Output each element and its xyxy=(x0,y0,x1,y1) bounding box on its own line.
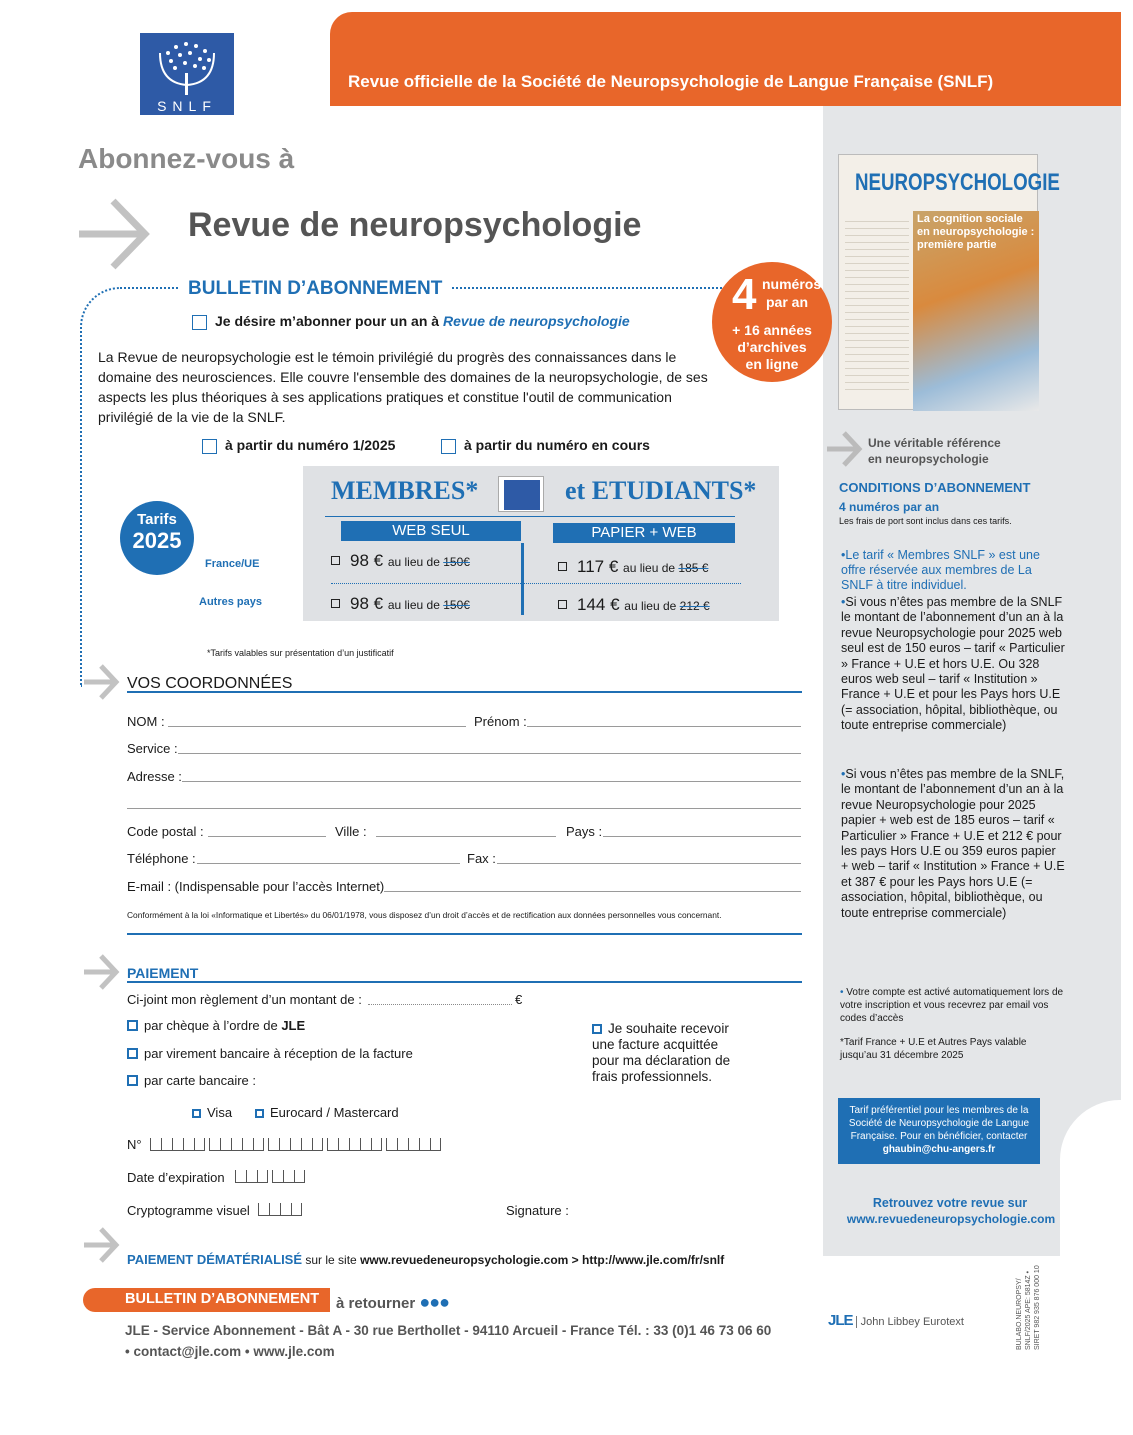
retrouvez-text: Retrouvez votre revue sur xyxy=(872,1196,1028,1210)
code-postal-field[interactable] xyxy=(208,836,326,837)
option-eurocard[interactable]: Eurocard / Mastercard xyxy=(255,1105,399,1120)
row-label-france: France/UE xyxy=(205,558,260,570)
facture-checkbox[interactable] xyxy=(592,1024,602,1034)
price-r2c2: 144 € au lieu de 212 € xyxy=(558,595,710,615)
service-field[interactable] xyxy=(178,753,801,754)
page-title-line1: Abonnez-vous à xyxy=(78,143,295,174)
etudiants-label: et ETUDIANTS* xyxy=(565,476,757,505)
journal-cover xyxy=(838,154,1060,410)
montant-label: Ci-joint mon règlement d’un montant de : xyxy=(127,992,362,1007)
telephone-label: Téléphone : xyxy=(127,851,196,866)
eurocard-checkbox[interactable] xyxy=(255,1109,264,1118)
note-activation: • Votre compte est activé automatiquement lors de votre inscription et vous recevrez par email vos codes d’accès xyxy=(840,987,1064,1024)
visa-checkbox[interactable] xyxy=(192,1109,201,1118)
service-label: Service : xyxy=(127,741,178,756)
cheque-checkbox[interactable] xyxy=(127,1020,138,1031)
adresse-label: Adresse : xyxy=(127,769,182,784)
option-facture[interactable]: Je souhaite recevoir une facture acquittée pour ma déclaration de frais professionnels. xyxy=(592,1021,731,1084)
email-label: E-mail : (Indispensable pour l’accès Internet) xyxy=(127,879,385,894)
note-papier: •Si vous n’êtes pas membre de la SNLF, le montant de l’abonnement d’un an à la revue Neuropsychologie pour 2025 papier + web est de 185 euros – tarif « Particulier » France + U.E et 212 € pour les pays Hors U.E ou 359 euros papier + web – tarif « Institution » France + U.E et 387 € pour les Pays hors U.E (= association, hôpital, bibliothèque, ou toute entreprise commerciale) xyxy=(841,767,1065,920)
col-web-seul: WEB SEUL xyxy=(341,521,521,541)
cover-subtitle: La cognition sociale en neuropsychologie : première partie xyxy=(917,213,1035,251)
footer-retourner: à retourner ●●● xyxy=(336,1292,449,1312)
prenom-label: Prénom : xyxy=(474,714,527,729)
fax-field[interactable] xyxy=(497,863,801,864)
price-r1c2: 117 € au lieu de 185 € xyxy=(558,557,708,577)
page-title-line2: Revue de neuropsychologie xyxy=(188,206,642,244)
table-logo xyxy=(498,476,544,512)
option-virement[interactable]: par virement bancaire à réception de la facture xyxy=(127,1046,413,1061)
vertical-code: BULABO.NEUROPSY/ SNLF/2025 APE: 5814Z • SIRET 982 935 876 000 10 xyxy=(1016,1265,1041,1350)
paiement-heading: PAIEMENT xyxy=(127,965,199,981)
tarif-table xyxy=(303,466,779,621)
arrow-right-icon xyxy=(825,430,863,468)
nom-field[interactable] xyxy=(168,726,466,727)
dematerialise-line: PAIEMENT DÉMATÉRIALISÉ sur le site www.revuedeneuropsychologie.com > http://www.jle.com/fr/snlf xyxy=(127,1252,725,1267)
price-r2c1: 98 € au lieu de 150€ xyxy=(331,594,470,614)
crypto-label: Cryptogramme visuel xyxy=(127,1203,250,1218)
option-visa[interactable]: Visa xyxy=(192,1105,232,1120)
brain-tree-icon xyxy=(140,33,234,115)
option-carte[interactable]: par carte bancaire : xyxy=(127,1073,256,1088)
ville-field[interactable] xyxy=(376,836,556,837)
price-r1c1: 98 € au lieu de 150€ xyxy=(331,551,470,571)
snlf-logo xyxy=(140,33,234,115)
footer-contact: • contact@jle.com • www.jle.com xyxy=(125,1344,335,1359)
email-field[interactable] xyxy=(384,891,801,892)
signature-label: Signature : xyxy=(506,1203,569,1218)
card-number-field[interactable] xyxy=(150,1136,441,1154)
cover-title: NEUROPSYCHOLOGIE xyxy=(855,169,1060,196)
member-email-link[interactable]: ghaubin@chu-angers.fr xyxy=(882,1144,996,1155)
nom-label: NOM : xyxy=(127,714,165,729)
expiration-label: Date d’expiration xyxy=(127,1170,225,1185)
crypto-field[interactable] xyxy=(258,1201,302,1219)
pays-field[interactable] xyxy=(603,836,801,837)
option-en-cours-checkbox[interactable] xyxy=(441,439,456,454)
arrow-right-icon xyxy=(75,195,153,273)
dematerialise-link[interactable]: www.revuedeneuropsychologie.com > http://www.jle.com/fr/snlf xyxy=(360,1253,725,1267)
tarifs-badge: Tarifs 2025 xyxy=(120,501,194,575)
logo-text: SNLF xyxy=(157,98,217,114)
telephone-field[interactable] xyxy=(197,863,460,864)
footer-bulletin-pill: BULLETIN D’ABONNEMENT xyxy=(83,1288,330,1312)
subscribe-option[interactable]: Je désire m’abonner pour un an à Revue de neuropsychologie xyxy=(192,313,630,330)
site-link[interactable]: www.revuedeneuropsychologie.com xyxy=(846,1212,1056,1226)
note-validite: *Tarif France + U.E et Autres Pays valable jusqu’au 31 décembre 2025 xyxy=(840,1037,1027,1061)
note-web: •Si vous n’êtes pas membre de la SNLF le montant de l’abonnement d’un an à la revue Neuropsychologie pour 2025 web seul est de 150 euros – tarif « Particulier » France + U.E et hors U.E. Ou 328 euros web seul – tarif « Institution » France + U.E et pour les Pays hors U.E (= association, hôpital, bibliothèque, ou toute entreprise commerciale) xyxy=(841,595,1065,733)
subscribe-checkbox[interactable] xyxy=(192,315,207,330)
arrow-right-icon xyxy=(82,953,120,991)
carte-checkbox[interactable] xyxy=(127,1075,138,1086)
pays-label: Pays : xyxy=(566,824,603,839)
adresse-field[interactable] xyxy=(182,781,801,782)
reference-line1: Une véritable référence xyxy=(868,436,1001,450)
description-text: La Revue de neuropsychologie est le témoin privilégié du progrès des connaissances dans le domaine des neurosciences. Elle couvre l'ensemble des domaines de la neuropsychologie, de ses aspects les plus théoriques à ses applications pratiques et constitue l'outil de communication privilégié de la vie de la SNLF. xyxy=(98,349,708,425)
fax-label: Fax : xyxy=(467,851,496,866)
jle-logo: JLE John Libbey Eurotext xyxy=(828,1312,964,1329)
footer-address: JLE - Service Abonnement - Bât A - 30 rue Berthollet - 94110 Arcueil - France Tél. : 33 (0)1 46 73 06 60 xyxy=(125,1323,772,1338)
banner-text: Revue officielle de la Société de Neuropsychologie de Langue Française (SNLF) xyxy=(348,72,994,91)
membres-label: MEMBRES* xyxy=(331,476,479,505)
euro-sign: € xyxy=(515,992,523,1007)
ville-label: Ville : xyxy=(335,824,367,839)
prenom-field[interactable] xyxy=(527,726,801,727)
conditions-frais: Les frais de port sont inclus dans ces tarifs. xyxy=(839,516,1012,526)
note-membres: •Le tarif « Membres SNLF » est une offre réservée aux membres de La SNLF à titre individuel. xyxy=(841,548,1040,592)
option-cheque[interactable]: par chèque à l’ordre de JLE xyxy=(127,1018,305,1033)
expiration-field[interactable] xyxy=(235,1168,305,1186)
member-box: Tarif préférentiel pour les membres de la Société de Neuropsychologie de Langue Française. Pour en bénéficier, contacter ghaubin@chu-angers.fr xyxy=(838,1098,1040,1164)
col-papier-web: PAPIER + WEB xyxy=(553,523,735,543)
issues-badge: 4 numéros par an + 16 années d’archives en ligne xyxy=(712,262,832,382)
montant-field[interactable] xyxy=(368,1004,512,1005)
option-numero1-checkbox[interactable] xyxy=(202,439,217,454)
code-postal-label: Code postal : xyxy=(127,824,204,839)
tarifs-footnote: *Tarifs valables sur présentation d’un justificatif xyxy=(207,648,394,658)
dots-icon: ●●● xyxy=(419,1292,449,1312)
conditions-numeros: 4 numéros par an xyxy=(839,500,940,514)
bulletin-heading: BULLETIN D’ABONNEMENT xyxy=(180,278,450,300)
header-banner xyxy=(330,12,1121,106)
option-en-cours[interactable]: à partir du numéro en cours xyxy=(441,437,650,454)
arrow-right-icon xyxy=(82,663,120,701)
virement-checkbox[interactable] xyxy=(127,1048,138,1059)
legal-notice: Conformément à la loi «Informatique et Libertés» du 06/01/1978, vous disposez d’un droit d’accès et de rectification aux données personnelles vous concernant. xyxy=(127,910,722,920)
reference-line2: en neuropsychologie xyxy=(868,452,989,466)
arrow-right-icon xyxy=(82,1226,120,1264)
coordonnees-heading: VOS COORDONNÉES xyxy=(127,675,293,692)
adresse-field-2[interactable] xyxy=(127,808,801,809)
card-number-label: N° xyxy=(127,1137,142,1152)
row-label-autres: Autres pays xyxy=(199,596,262,608)
conditions-heading: CONDITIONS D’ABONNEMENT xyxy=(839,480,1031,495)
option-numero1[interactable]: à partir du numéro 1/2025 xyxy=(202,437,395,454)
